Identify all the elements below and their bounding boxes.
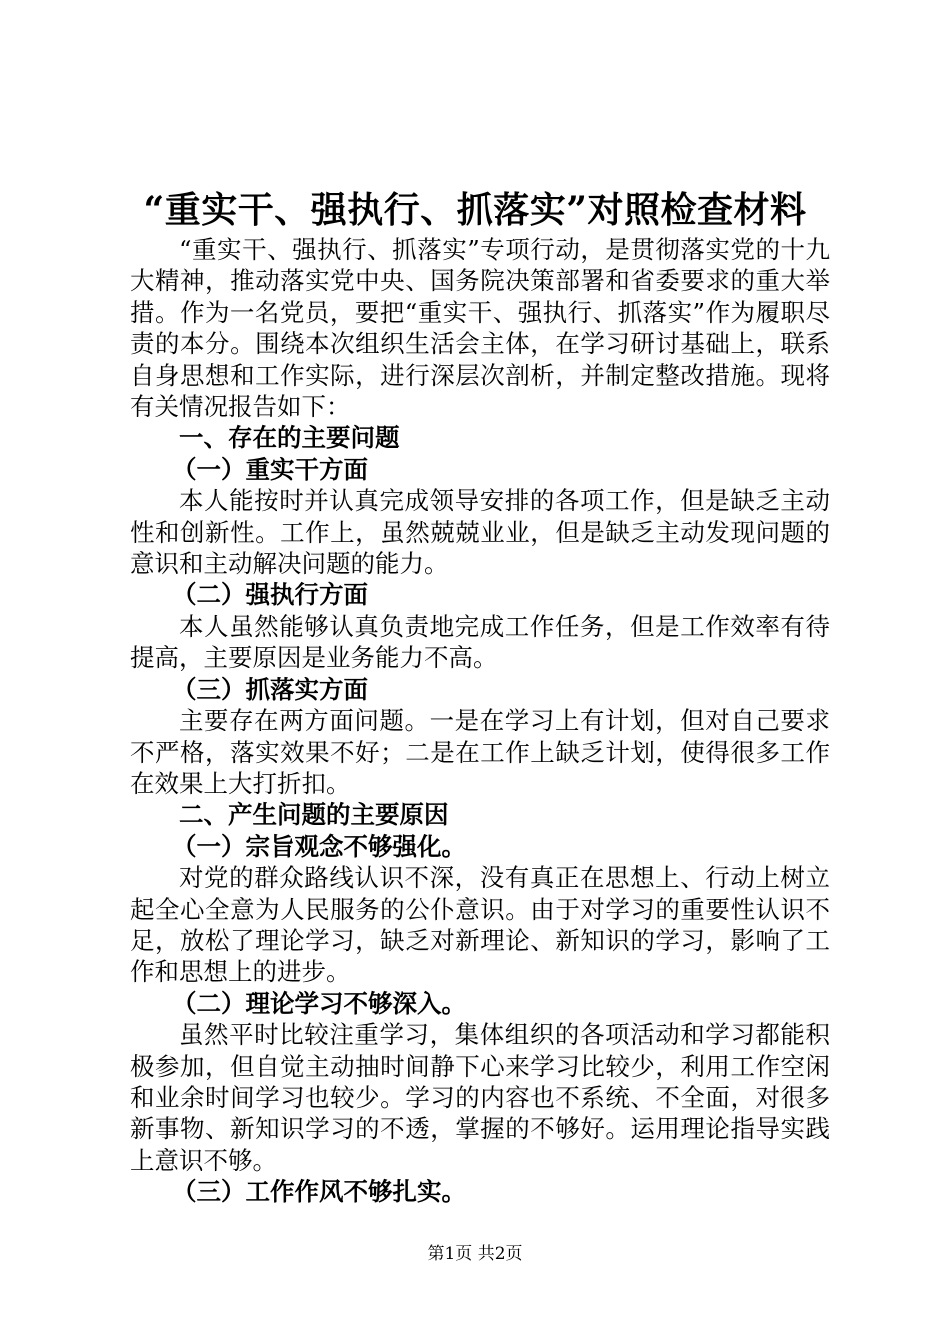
paragraph-execution: 本人虽然能够认真负责地完成工作任务，但是工作效率有待提高，主要原因是业务能力不高。 [130,611,830,673]
subheading-work-style: （三）工作作风不够扎实。 [172,1177,466,1207]
paragraph-implementation: 主要存在两方面问题。一是在学习上有计划，但对自己要求不严格，落实效果不好；二是在工作上缺乏计划，使得很多工作在效果上大打折扣。 [130,706,830,798]
section-heading-causes: 二、产生问题的主要原因 [179,800,449,830]
page-footer: 第1页 共2页 [427,1244,523,1264]
subheading-practical-work: （一）重实干方面 [172,454,368,484]
document-body [130,234,830,1208]
paragraph-purpose: 对党的群众路线认识不深，没有真正在思想上、行动上树立起全心全意为人民服务的公仆意识。由于对学习的重要性认识不足，放松了理论学习，缺乏对新理论、新知识的学习，影响了工作和思想上的进步。 [130,863,830,987]
paragraph-theory-study: 虽然平时比较注重学习，集体组织的各项活动和学习都能积极参加，但自觉主动抽时间静下心来学习比较少，利用工作空闲和业余时间学习也较少。学习的内容也不系统、不全面，对很多新事物、新知识学习的不透，掌握的不够好。运用理论指导实践上意识不够。 [130,1020,830,1175]
intro-paragraph: “重实干、强执行、抓落实”专项行动，是贯彻落实党的十九大精神，推动落实党中央、国务院决策部署和省委要求的重大举措。作为一名党员，要把“重实干、强执行、抓落实”作为履职尽责的本分。围绕本次组织生活会主体，在学习研讨基础上，联系自身思想和工作实际，进行深层次剖析，并制定整改措施。现将有关情况报告如下： [130,235,830,422]
subheading-purpose: （一）宗旨观念不够强化。 [172,831,466,861]
paragraph-practical-work: 本人能按时并认真完成领导安排的各项工作，但是缺乏主动性和创新性。工作上，虽然兢兢业业，但是缺乏主动发现问题的意识和主动解决问题的能力。 [130,486,830,579]
document-title: “重实干、强执行、抓落实”对照检查材料 [143,189,807,231]
subheading-theory-study: （二）理论学习不够深入。 [172,988,466,1018]
subheading-execution: （二）强执行方面 [172,580,368,610]
section-heading-problems: 一、存在的主要问题 [179,423,400,453]
subheading-implementation: （三）抓落实方面 [172,674,368,704]
